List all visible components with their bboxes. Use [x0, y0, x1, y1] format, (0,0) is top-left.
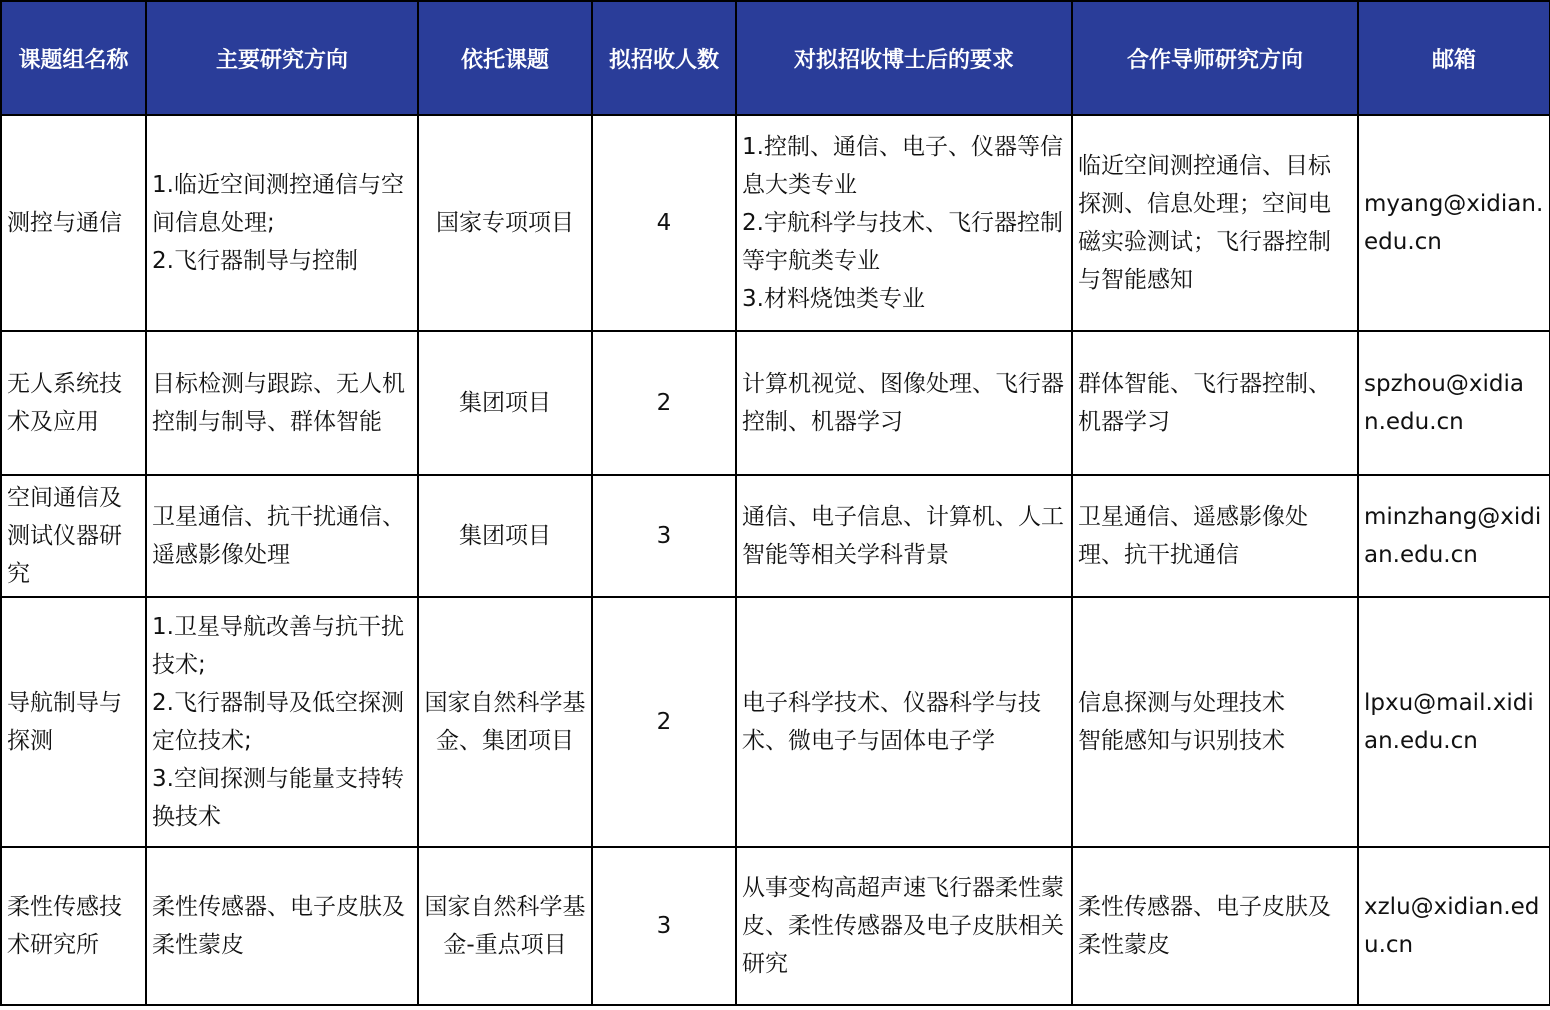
header-project: 依托课题 — [418, 1, 592, 115]
count-cell: 3 — [592, 847, 736, 1005]
requirement-line: 电子科学技术、仪器科学与技术、微电子与固体电子学 — [742, 690, 1041, 754]
requirements-cell — [736, 331, 1072, 475]
group-name-cell: 空间通信及测试仪器研究 — [1, 475, 146, 597]
header-supervisor-direction: 合作导师研究方向 — [1072, 1, 1358, 115]
research-line: 卫星通信、抗干扰通信、遥感影像处理 — [152, 504, 405, 568]
header-row — [1, 1, 1550, 115]
supervisor-cell — [1072, 847, 1358, 1005]
requirement-line: 从事变构高超声速飞行器柔性蒙皮、柔性传感器及电子皮肤相关研究 — [742, 875, 1064, 977]
supervisor-cell — [1072, 475, 1358, 597]
research-cell — [146, 597, 418, 847]
supervisor-line: 群体智能、飞行器控制、机器学习 — [1078, 371, 1331, 435]
group-name-cell: 测控与通信 — [1, 115, 146, 331]
research-line: 3.空间探测与能量支持转换技术 — [152, 766, 404, 830]
research-cell — [146, 331, 418, 475]
research-cell — [146, 847, 418, 1005]
supervisor-line: 卫星通信、遥感影像处理、抗干扰通信 — [1078, 504, 1308, 568]
project-cell: 集团项目 — [418, 331, 592, 475]
research-cell — [146, 475, 418, 597]
requirement-line: 2.宇航科学与技术、飞行器控制等宇航类专业 — [742, 210, 1063, 274]
research-cell — [146, 115, 418, 331]
header-email: 邮箱 — [1358, 1, 1550, 115]
supervisor-cell — [1072, 597, 1358, 847]
project-cell: 国家专项项目 — [418, 115, 592, 331]
header-group-name: 课题组名称 — [1, 1, 146, 115]
project-cell: 国家自然科学基金、集团项目 — [418, 597, 592, 847]
email-cell: minzhang@xidian.edu.cn — [1358, 475, 1550, 597]
research-line: 柔性传感器、电子皮肤及柔性蒙皮 — [152, 894, 405, 958]
table-row — [1, 115, 1550, 331]
research-line: 1.卫星导航改善与抗干扰技术; — [152, 614, 404, 678]
header-count: 拟招收人数 — [592, 1, 736, 115]
table-body — [1, 115, 1550, 1005]
supervisor-line: 信息探测与处理技术 — [1078, 690, 1285, 716]
project-cell: 集团项目 — [418, 475, 592, 597]
requirement-line: 1.控制、通信、电子、仪器等信息大类专业 — [742, 134, 1063, 198]
requirements-cell — [736, 115, 1072, 331]
supervisor-cell — [1072, 331, 1358, 475]
email-cell: xzlu@xidian.edu.cn — [1358, 847, 1550, 1005]
supervisor-line: 临近空间测控通信、目标探测、信息处理；空间电磁实验测试；飞行器控制与智能感知 — [1078, 153, 1331, 293]
count-cell: 2 — [592, 597, 736, 847]
supervisor-cell — [1072, 115, 1358, 331]
research-line: 2.飞行器制导及低空探测定位技术; — [152, 690, 404, 754]
count-cell: 3 — [592, 475, 736, 597]
requirements-cell — [736, 847, 1072, 1005]
research-line: 1.临近空间测控通信与空间信息处理; — [152, 172, 404, 236]
table-row — [1, 475, 1550, 597]
header-research-direction: 主要研究方向 — [146, 1, 418, 115]
project-cell: 国家自然科学基金-重点项目 — [418, 847, 592, 1005]
research-line: 2.飞行器制导与控制 — [152, 248, 358, 274]
email-cell: myang@xidian.edu.cn — [1358, 115, 1550, 331]
supervisor-line: 柔性传感器、电子皮肤及柔性蒙皮 — [1078, 894, 1331, 958]
supervisor-line: 智能感知与识别技术 — [1078, 728, 1285, 754]
email-cell: spzhou@xidian.edu.cn — [1358, 331, 1550, 475]
research-line: 目标检测与跟踪、无人机控制与制导、群体智能 — [152, 371, 405, 435]
group-name-cell: 导航制导与探测 — [1, 597, 146, 847]
requirements-cell — [736, 475, 1072, 597]
count-cell: 4 — [592, 115, 736, 331]
table-row — [1, 331, 1550, 475]
email-cell: lpxu@mail.xidian.edu.cn — [1358, 597, 1550, 847]
count-cell: 2 — [592, 331, 736, 475]
header-requirements: 对拟招收博士后的要求 — [736, 1, 1072, 115]
requirements-cell — [736, 597, 1072, 847]
requirement-line: 通信、电子信息、计算机、人工智能等相关学科背景 — [742, 504, 1064, 568]
group-name-cell: 无人系统技术及应用 — [1, 331, 146, 475]
requirement-line: 计算机视觉、图像处理、飞行器控制、机器学习 — [742, 371, 1064, 435]
requirement-line: 3.材料烧蚀类专业 — [742, 286, 925, 312]
table-header — [1, 1, 1550, 115]
table-row — [1, 847, 1550, 1005]
table-row — [1, 597, 1550, 847]
group-name-cell: 柔性传感技术研究所 — [1, 847, 146, 1005]
